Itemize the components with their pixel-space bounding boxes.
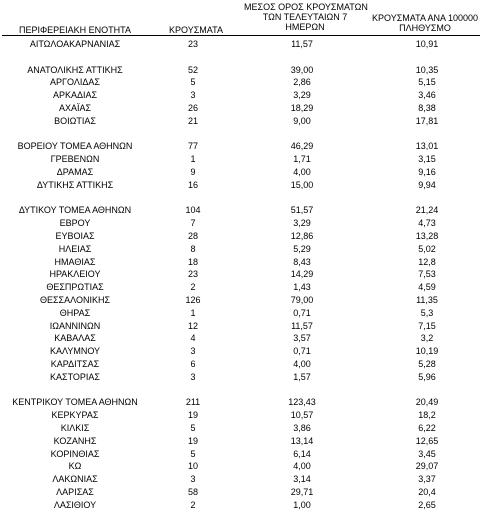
cell-cases-per-100000: 9,94: [418, 179, 436, 190]
cell-region: ΚΟΖΑΝΗΣ: [53, 435, 97, 446]
cell-cases-per-100000: 21,24: [415, 205, 439, 216]
cell-cases-per-100000: 3,37: [418, 474, 436, 485]
header-seven-day-average: [244, 2, 366, 32]
cell-cases-per-100000: 18,2: [418, 410, 436, 421]
cell-region: ΚΩ: [68, 461, 82, 472]
cell-cases: 3: [190, 346, 196, 357]
cell-seven-day-average: 4,00: [293, 461, 311, 472]
cell-seven-day-average: 46,29: [290, 141, 314, 152]
cell-region: ΕΒΡΟΥ: [59, 218, 91, 229]
table-row: [0, 102, 482, 115]
cell-cases-per-100000: 7,15: [418, 320, 436, 331]
cell-region: ΗΛΕΙΑΣ: [58, 243, 92, 254]
cell-region: ΚΕΡΚΥΡΑΣ: [51, 410, 99, 421]
cell-seven-day-average: 3,14: [293, 474, 311, 485]
cell-cases-per-100000: 20,49: [415, 397, 439, 408]
table-row: [0, 345, 482, 358]
cell-region: ΚΟΡΙΝΘΙΑΣ: [50, 448, 100, 459]
cell-region: ΒΟΙΩΤΙΑΣ: [54, 115, 96, 126]
cell-region: ΚΑΛΥΜΝΟΥ: [49, 346, 101, 357]
cell-seven-day-average: 4,00: [293, 358, 311, 369]
cell-cases-per-100000: 4,73: [418, 218, 436, 229]
cell-cases: 23: [187, 39, 198, 49]
cell-seven-day-average: 12,86: [290, 230, 314, 241]
cell-region: ΛΑΡΙΣΑΣ: [56, 486, 94, 497]
table-row: [0, 153, 482, 166]
header-per-line-1: ΚΡΟΥΣΜΑΤΑ ΑΝΑ 100000: [372, 13, 478, 23]
cell-region: ΙΩΑΝΝΙΝΩΝ: [49, 320, 101, 331]
cell-seven-day-average: 79,00: [290, 294, 314, 305]
cell-cases-per-100000: 29,07: [415, 461, 439, 472]
cell-cases-per-100000: 7,53: [418, 269, 436, 280]
cell-cases-per-100000: 3,15: [418, 154, 436, 165]
cell-cases: 126: [185, 294, 201, 305]
table-row: [0, 371, 482, 384]
table-row: [0, 409, 482, 422]
table-row: [0, 448, 482, 461]
cell-region: ΘΕΣΣΑΛΟΝΙΚΗΣ: [39, 294, 111, 305]
cell-cases: 8: [190, 243, 196, 254]
table-row: [0, 204, 482, 217]
cell-cases: 3: [190, 90, 196, 101]
cell-cases-per-100000: 13,01: [415, 141, 439, 152]
cell-region: ΘΗΡΑΣ: [59, 307, 91, 318]
row-spacer: [0, 51, 482, 64]
cell-cases: 9: [190, 166, 196, 177]
cell-seven-day-average: 1,43: [293, 282, 311, 293]
table-row: [0, 358, 482, 371]
table-row: [0, 243, 482, 256]
cell-seven-day-average: 9,00: [293, 115, 311, 126]
cell-cases: 28: [187, 230, 198, 241]
cell-seven-day-average: 123,43: [288, 397, 316, 408]
cell-region: ΘΕΣΠΡΩΤΙΑΣ: [46, 282, 104, 293]
cell-cases-per-100000: 11,35: [416, 294, 438, 305]
cell-region: ΛΑΣΙΘΙΟΥ: [53, 499, 97, 510]
table-row: [0, 396, 482, 409]
cell-seven-day-average: 11,57: [291, 320, 313, 331]
table-row: [0, 307, 482, 320]
cell-cases: 104: [185, 205, 201, 216]
cell-cases: 19: [187, 435, 198, 446]
cell-cases-per-100000: 13,28: [415, 230, 439, 241]
cell-seven-day-average: 4,00: [293, 166, 311, 177]
table-row: [0, 38, 482, 51]
table-row: [0, 268, 482, 281]
table-row: [0, 499, 482, 511]
cell-cases: 23: [187, 269, 198, 280]
cell-seven-day-average: 0,71: [293, 307, 311, 318]
cell-region: ΗΜΑΘΙΑΣ: [54, 256, 96, 267]
cell-region: ΑΧΑΪΑΣ: [58, 102, 92, 113]
cell-region: ΑΙΤΩΛΟΑΚΑΡΝΑΝΙΑΣ: [29, 39, 121, 49]
cell-cases-per-100000: 8,38: [418, 102, 436, 113]
table-row: [0, 435, 482, 448]
cell-region: ΔΥΤΙΚΗΣ ΑΤΤΙΚΗΣ: [36, 179, 114, 190]
cell-cases: 77: [187, 141, 198, 152]
cell-cases-per-100000: 4,59: [418, 282, 436, 293]
header-cases: ΚΡΟΥΣΜΑΤΑ: [169, 25, 223, 35]
cell-region: ΚΕΝΤΡΙΚΟΥ ΤΟΜΕΑ ΑΘΗΝΩΝ: [12, 397, 138, 408]
cell-cases: 19: [187, 410, 198, 421]
cell-seven-day-average: 8,43: [293, 256, 311, 267]
cell-cases: 5: [190, 77, 196, 88]
header-cases-per-100000: [368, 13, 482, 33]
table-row: [0, 76, 482, 89]
cell-cases: 18: [187, 256, 198, 267]
table-row: [0, 281, 482, 294]
cell-seven-day-average: 6,14: [293, 448, 311, 459]
cell-seven-day-average: 1,57: [293, 371, 311, 382]
cell-cases-per-100000: 5,15: [418, 77, 436, 88]
cell-cases-per-100000: 17,81: [415, 115, 439, 126]
table-row: [0, 230, 482, 243]
cell-cases-per-100000: 5,02: [418, 243, 436, 254]
cell-cases: 4: [190, 333, 196, 344]
cell-region: ΚΑΣΤΟΡΙΑΣ: [50, 371, 100, 382]
cell-region: ΚΑΒΑΛΑΣ: [54, 333, 96, 344]
cell-seven-day-average: 2,86: [293, 77, 311, 88]
cell-cases-per-100000: 9,16: [418, 166, 436, 177]
table-row: [0, 115, 482, 128]
cell-cases-per-100000: 10,19: [415, 346, 439, 357]
cell-region: ΑΡΚΑΔΙΑΣ: [52, 90, 98, 101]
cell-cases-per-100000: 10,35: [415, 64, 439, 75]
cell-seven-day-average: 1,71: [293, 154, 311, 165]
cell-cases: 5: [190, 448, 196, 459]
table-row: [0, 179, 482, 192]
row-spacer: [0, 128, 482, 141]
cell-seven-day-average: 3,86: [293, 422, 311, 433]
cell-cases: 1: [190, 154, 196, 165]
cell-cases: 16: [187, 179, 198, 190]
cell-region: ΚΙΛΚΙΣ: [60, 422, 90, 433]
cell-cases-per-100000: 6,22: [418, 422, 436, 433]
cell-cases-per-100000: 5,3: [420, 307, 434, 318]
cell-cases-per-100000: 3,46: [418, 90, 436, 101]
cell-seven-day-average: 1,00: [293, 499, 311, 510]
table-row: [0, 64, 482, 77]
cell-cases: 21: [187, 115, 198, 126]
cell-region: ΕΥΒΟΙΑΣ: [55, 230, 95, 241]
cell-seven-day-average: 15,00: [290, 179, 314, 190]
cell-cases: 6: [190, 358, 196, 369]
header-per-line-2: ΠΛΗΘΥΣΜΟ: [399, 23, 451, 33]
row-spacer: [0, 384, 482, 397]
cell-seven-day-average: 3,29: [293, 218, 311, 229]
table-row: [0, 486, 482, 499]
cell-cases: 3: [190, 371, 196, 382]
cell-seven-day-average: 10,57: [290, 410, 314, 421]
cell-cases-per-100000: 5,28: [418, 358, 436, 369]
table-row: [0, 256, 482, 269]
cell-seven-day-average: 14,29: [290, 269, 314, 280]
cell-seven-day-average: 11,57: [291, 39, 313, 49]
cell-cases: 52: [187, 64, 198, 75]
cell-cases: 7: [190, 218, 196, 229]
cell-cases: 2: [190, 282, 196, 293]
cell-region: ΑΡΓΟΛΙΔΑΣ: [50, 77, 100, 88]
cell-cases: 1: [190, 307, 196, 318]
cell-region: ΑΝΑΤΟΛΙΚΗΣ ΑΤΤΙΚΗΣ: [27, 64, 123, 75]
table-row: [0, 140, 482, 153]
header-avg-line-3: ΗΜΕΡΩΝ: [285, 22, 325, 32]
table-body: [0, 38, 482, 511]
cell-cases-per-100000: 5,96: [418, 371, 436, 382]
table-row: [0, 320, 482, 333]
cell-seven-day-average: 51,57: [290, 205, 314, 216]
table-row: [0, 166, 482, 179]
cell-cases-per-100000: 12,8: [418, 256, 436, 267]
cell-cases-per-100000: 20,4: [418, 486, 436, 497]
cell-region: ΛΑΚΩΝΙΑΣ: [52, 474, 98, 485]
cell-seven-day-average: 3,57: [293, 333, 311, 344]
header-region: ΠΕΡΙΦΕΡΕΙΑΚΗ ΕΝΟΤΗΤΑ: [18, 25, 132, 35]
cell-cases-per-100000: 3,2: [420, 333, 434, 344]
cell-seven-day-average: 29,71: [290, 486, 314, 497]
table-row: [0, 217, 482, 230]
cell-cases: 2: [190, 499, 196, 510]
header-underline: [2, 35, 480, 36]
cell-region: ΚΑΡΔΙΤΣΑΣ: [50, 358, 100, 369]
cell-cases-per-100000: 2,65: [418, 499, 436, 510]
cell-cases: 3: [190, 474, 196, 485]
cell-seven-day-average: 13,14: [290, 435, 314, 446]
cell-seven-day-average: 3,29: [293, 90, 311, 101]
cell-cases: 26: [187, 102, 198, 113]
cell-seven-day-average: 5,29: [293, 243, 311, 254]
cell-region: ΓΡΕΒΕΝΩΝ: [50, 154, 100, 165]
cell-region: ΒΟΡΕΙΟΥ ΤΟΜΕΑ ΑΘΗΝΩΝ: [17, 141, 133, 152]
cell-seven-day-average: 39,00: [290, 64, 314, 75]
header-avg-line-2: ΤΩΝ ΤΕΛΕΥΤΑΙΩΝ 7: [262, 12, 348, 22]
cell-cases-per-100000: 3,45: [418, 448, 436, 459]
cell-region: ΔΥΤΙΚΟΥ ΤΟΜΕΑ ΑΘΗΝΩΝ: [18, 205, 132, 216]
cell-cases: 5: [190, 422, 196, 433]
table-row: [0, 332, 482, 345]
cell-region: ΗΡΑΚΛΕΙΟΥ: [49, 269, 101, 280]
table-row: [0, 473, 482, 486]
cell-cases-per-100000: 10,91: [415, 39, 439, 49]
cell-seven-day-average: 18,29: [290, 102, 314, 113]
cell-cases: 211: [185, 397, 201, 408]
table-row: [0, 89, 482, 102]
cell-region: ΔΡΑΜΑΣ: [56, 166, 94, 177]
cell-cases: 10: [187, 461, 198, 472]
cell-cases-per-100000: 12,65: [415, 435, 439, 446]
row-spacer: [0, 192, 482, 205]
header-avg-line-1: ΜΕΣΟΣ ΟΡΟΣ ΚΡΟΥΣΜΑΤΩΝ: [244, 2, 368, 12]
cell-cases: 12: [187, 320, 198, 331]
cell-cases: 58: [187, 486, 198, 497]
table-row: [0, 460, 482, 473]
cell-seven-day-average: 0,71: [293, 346, 311, 357]
table-row: [0, 422, 482, 435]
table-row: [0, 294, 482, 307]
